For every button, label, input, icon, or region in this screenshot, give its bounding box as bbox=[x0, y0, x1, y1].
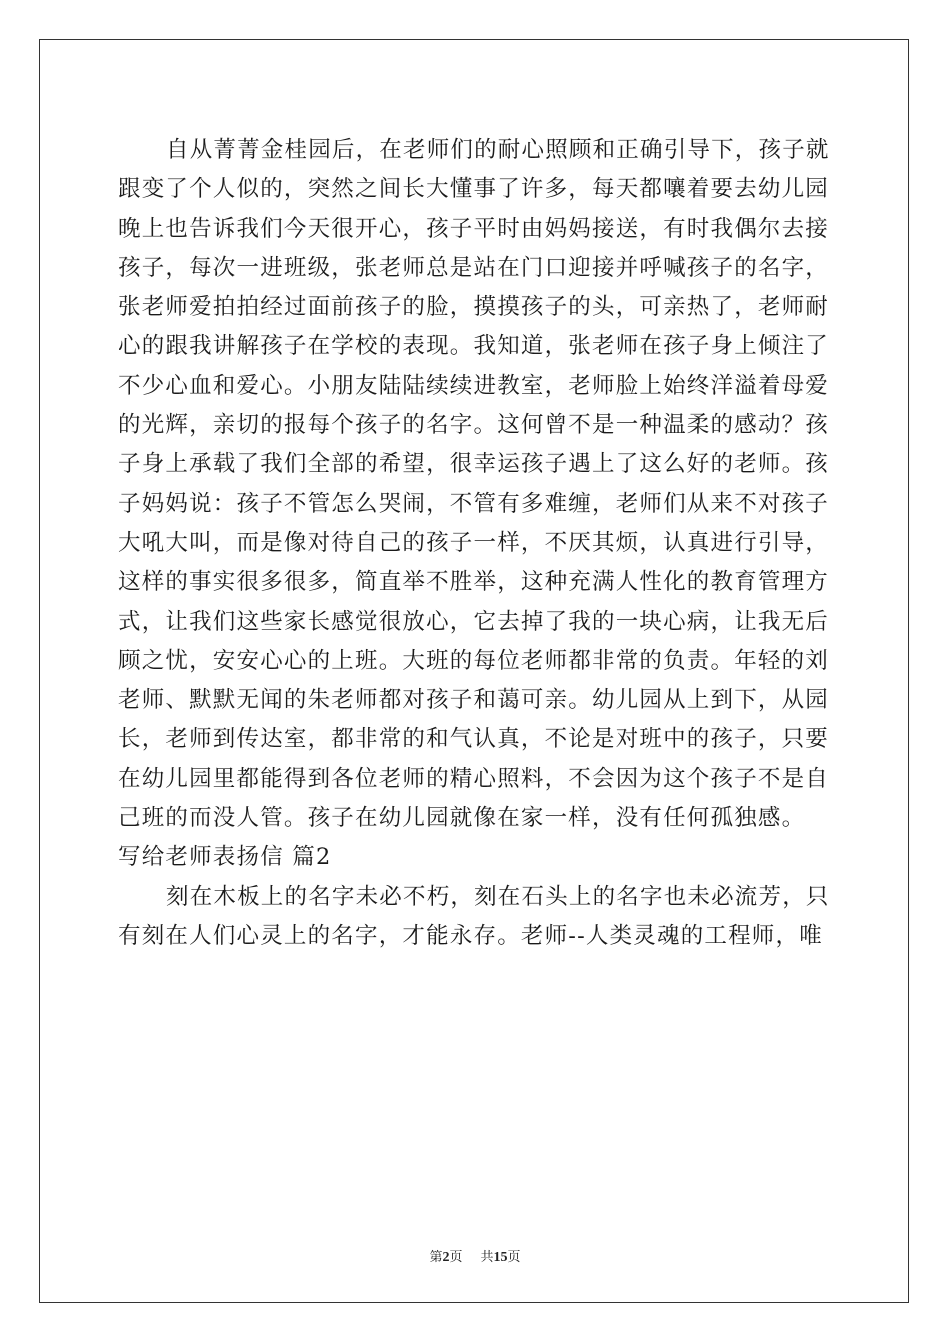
paragraph-line: 大吼大叫，而是像对待自己的孩子一样，不厌其烦，认真进行引导， bbox=[118, 529, 830, 556]
paragraph-2 bbox=[118, 878, 838, 957]
total-prefix: 共 bbox=[480, 1250, 494, 1265]
paragraph-line: 在幼儿园里都能得到各位老师的精心照料，不会因为这个孩子不是自 bbox=[118, 765, 830, 792]
paragraph-line: 张老师爱拍拍经过面前孩子的脸，摸摸孩子的头，可亲热了，老师耐 bbox=[118, 294, 830, 321]
paragraph-line: 长，老师到传达室，都非常的和气认真，不论是对班中的孩子，只要 bbox=[118, 726, 830, 753]
paragraph-line: 子妈妈说：孩子不管怎么哭闹，不管有多难缠，老师们从来不对孩子 bbox=[118, 490, 830, 517]
paragraph-line: 晚上也告诉我们今天很开心，孩子平时由妈妈接送，有时我偶尔去接 bbox=[118, 215, 830, 242]
paragraph-line: 这样的事实很多很多，简直举不胜举，这种充满人性化的教育管理方 bbox=[118, 569, 830, 596]
paragraph-line: 心的跟我讲解孩子在学校的表现。我知道，张老师在孩子身上倾注了 bbox=[118, 333, 830, 360]
paragraph-line: 刻在木板上的名字未必不朽，刻在石头上的名字也未必流芳，只 bbox=[166, 883, 830, 910]
paragraph-line: 孩子，每次一进班级，张老师总是站在门口迎接并呼喊孩子的名字， bbox=[118, 254, 830, 281]
paragraph-line: 子身上承载了我们全部的希望，很幸运孩子遇上了这么好的老师。孩 bbox=[118, 451, 830, 478]
page-suffix: 页 bbox=[449, 1250, 463, 1265]
paragraph-line: 己班的而没人管。孩子在幼儿园就像在家一样，没有任何孤独感。 bbox=[118, 805, 806, 832]
paragraph-line: 有刻在人们心灵上的名字，才能永存。老师--人类灵魂的工程师，唯 bbox=[118, 922, 823, 949]
paragraph-line: 老师、默默无闻的朱老师都对孩子和蔼可亲。幼儿园从上到下，从园 bbox=[118, 687, 830, 714]
paragraph-line: 不少心血和爱心。小朋友陆陆续续进教室，老师脸上始终洋溢着母爱 bbox=[118, 372, 830, 399]
page-footer bbox=[0, 1246, 950, 1266]
paragraph-line: 顾之忧，安安心心的上班。大班的每位老师都非常的负责。年轻的刘 bbox=[118, 647, 830, 674]
total-pages: 15 bbox=[493, 1250, 508, 1265]
total-suffix: 页 bbox=[507, 1250, 521, 1265]
paragraph-line: 式，让我们这些家长感觉很放心，它去掉了我的一块心病，让我无后 bbox=[118, 608, 830, 635]
page-number: 2 bbox=[442, 1250, 450, 1265]
document-body bbox=[118, 131, 838, 956]
section-heading: 写给老师表扬信 篇2 bbox=[118, 844, 332, 871]
paragraph-line: 自从菁菁金桂园后，在老师们的耐心照顾和正确引导下，孩子就 bbox=[166, 137, 830, 163]
paragraph-line: 的光辉，亲切的报每个孩子的名字。这何曾不是一种温柔的感动？孩 bbox=[118, 412, 830, 439]
paragraph-line: 跟变了个人似的，突然之间长大懂事了许多，每天都嚷着要去幼儿园 bbox=[118, 176, 830, 203]
paragraph-1 bbox=[118, 131, 838, 838]
page-prefix: 第 bbox=[429, 1250, 443, 1265]
